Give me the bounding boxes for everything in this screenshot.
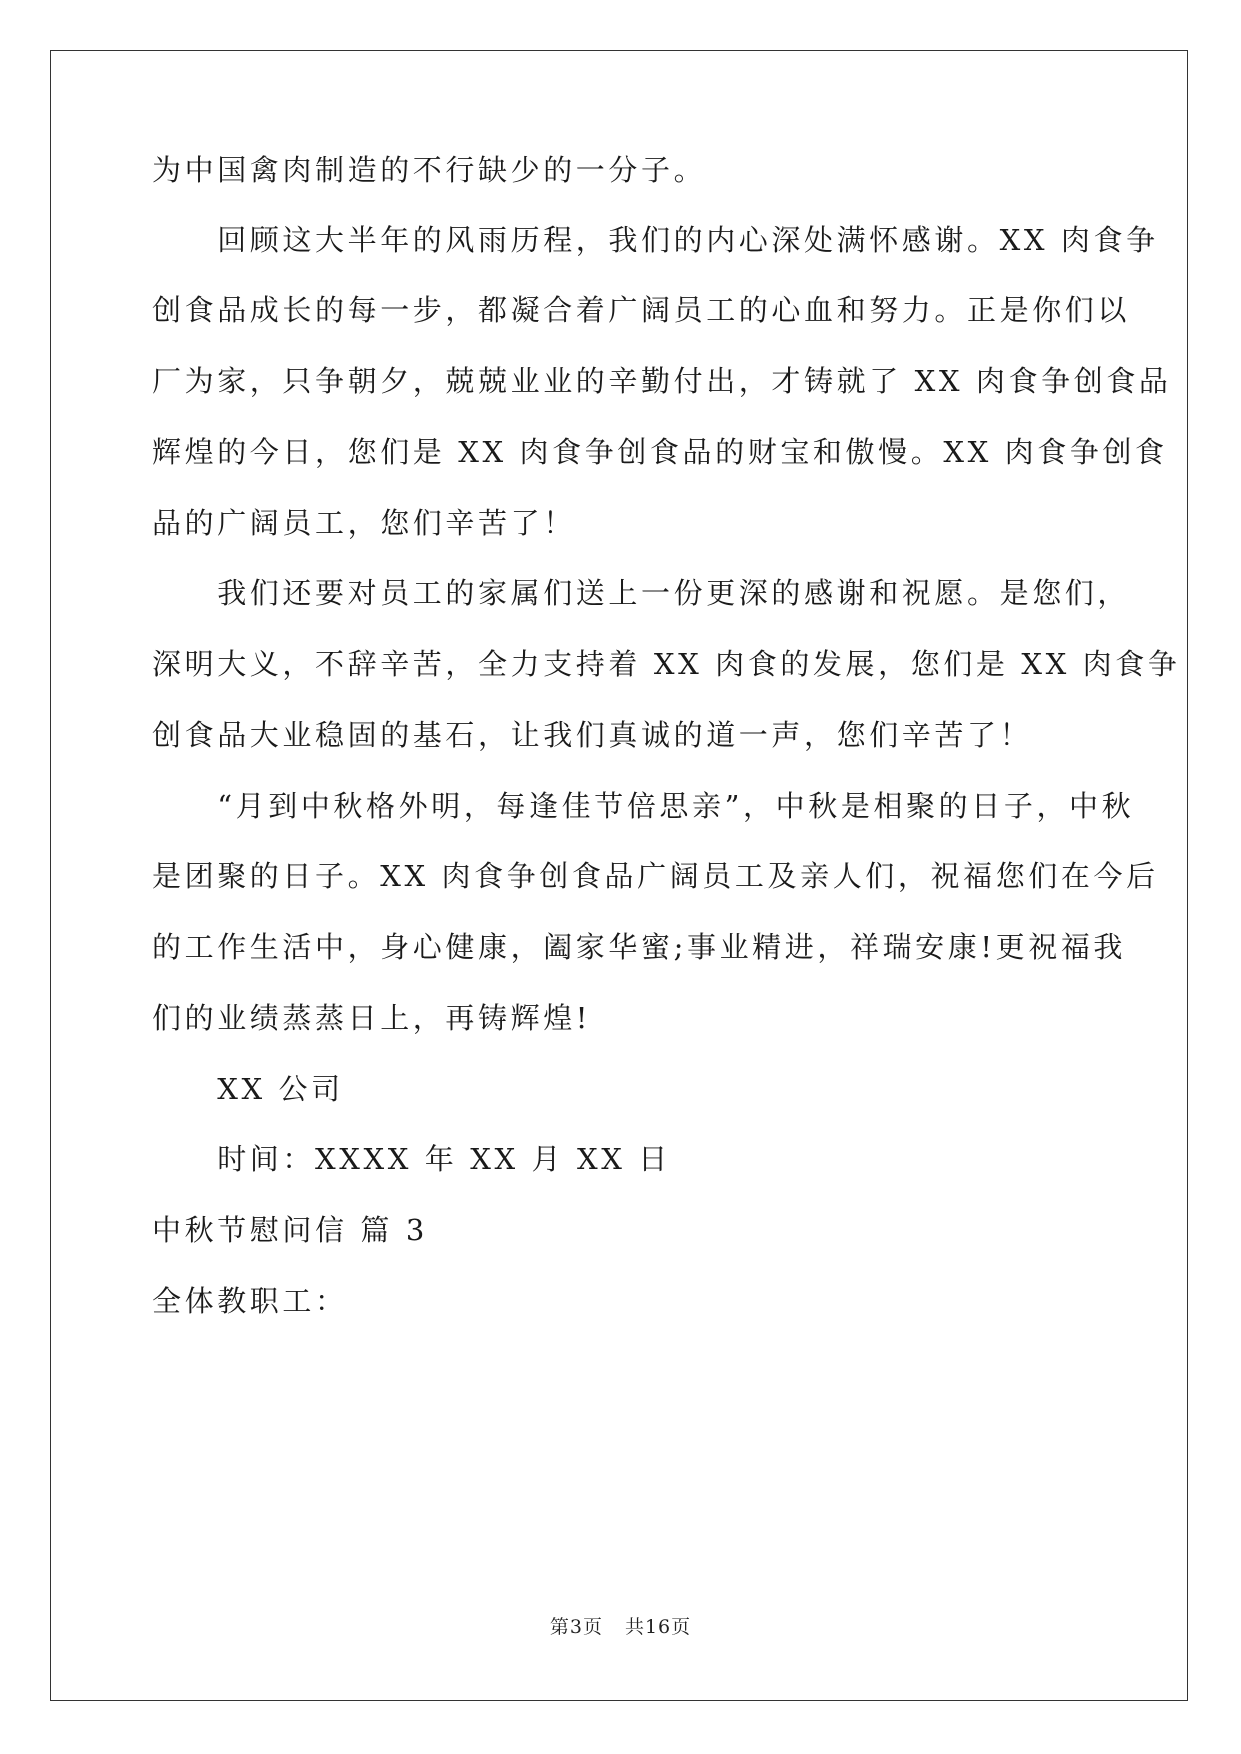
text-line: 们的业绩蒸蒸日上，再铸辉煌! <box>152 1001 592 1035</box>
page-number: 第3页 <box>549 1616 603 1638</box>
signature-date: 时间：XXXX 年 XX 月 XX 日 <box>152 1142 671 1176</box>
text-line: 回顾这大半年的风雨历程，我们的内心深处满怀感谢。XX 肉食争 <box>152 223 1159 257</box>
text-line: 是团聚的日子。XX 肉食争创食品广阔员工及亲人们，祝福您们在今后 <box>152 859 1159 893</box>
text-line: 创食品大业稳固的基石，让我们真诚的道一声，您们辛苦了！ <box>152 718 1033 752</box>
text-line: 为中国禽肉制造的不行缺少的一分子。 <box>152 153 707 187</box>
text-line: 创食品成长的每一步，都凝合着广阔员工的心血和努力。正是你们以 <box>152 293 1131 327</box>
text-line: 的工作生活中，身心健康，阖家华蜜;事业精进，祥瑞安康!更祝福我 <box>152 930 1127 964</box>
text-line: 深明大义，不辞辛苦，全力支持着 XX 肉食的发展，您们是 XX 肉食争 <box>152 647 1181 681</box>
text-line: 辉煌的今日，您们是 XX 肉食争创食品的财宝和傲慢。XX 肉食争创食 <box>152 435 1168 469</box>
signature-company: XX 公司 <box>152 1072 344 1106</box>
text-line: 品的广阔员工，您们辛苦了！ <box>152 506 576 540</box>
salutation: 全体教职工： <box>152 1284 348 1318</box>
text-line: 我们还要对员工的家属们送上一份更深的感谢和祝愿。是您们， <box>152 576 1131 610</box>
page-total: 共16页 <box>624 1616 692 1638</box>
text-line: “月到中秋格外明，每逢佳节倍思亲”，中秋是相聚的日子，中秋 <box>152 789 1135 823</box>
section-heading: 中秋节慰问信 篇 3 <box>152 1213 428 1247</box>
text-line: 厂为家，只争朝夕，兢兢业业的辛勤付出，才铸就了 XX 肉食争创食品 <box>152 364 1172 398</box>
page-footer <box>0 1612 1241 1639</box>
